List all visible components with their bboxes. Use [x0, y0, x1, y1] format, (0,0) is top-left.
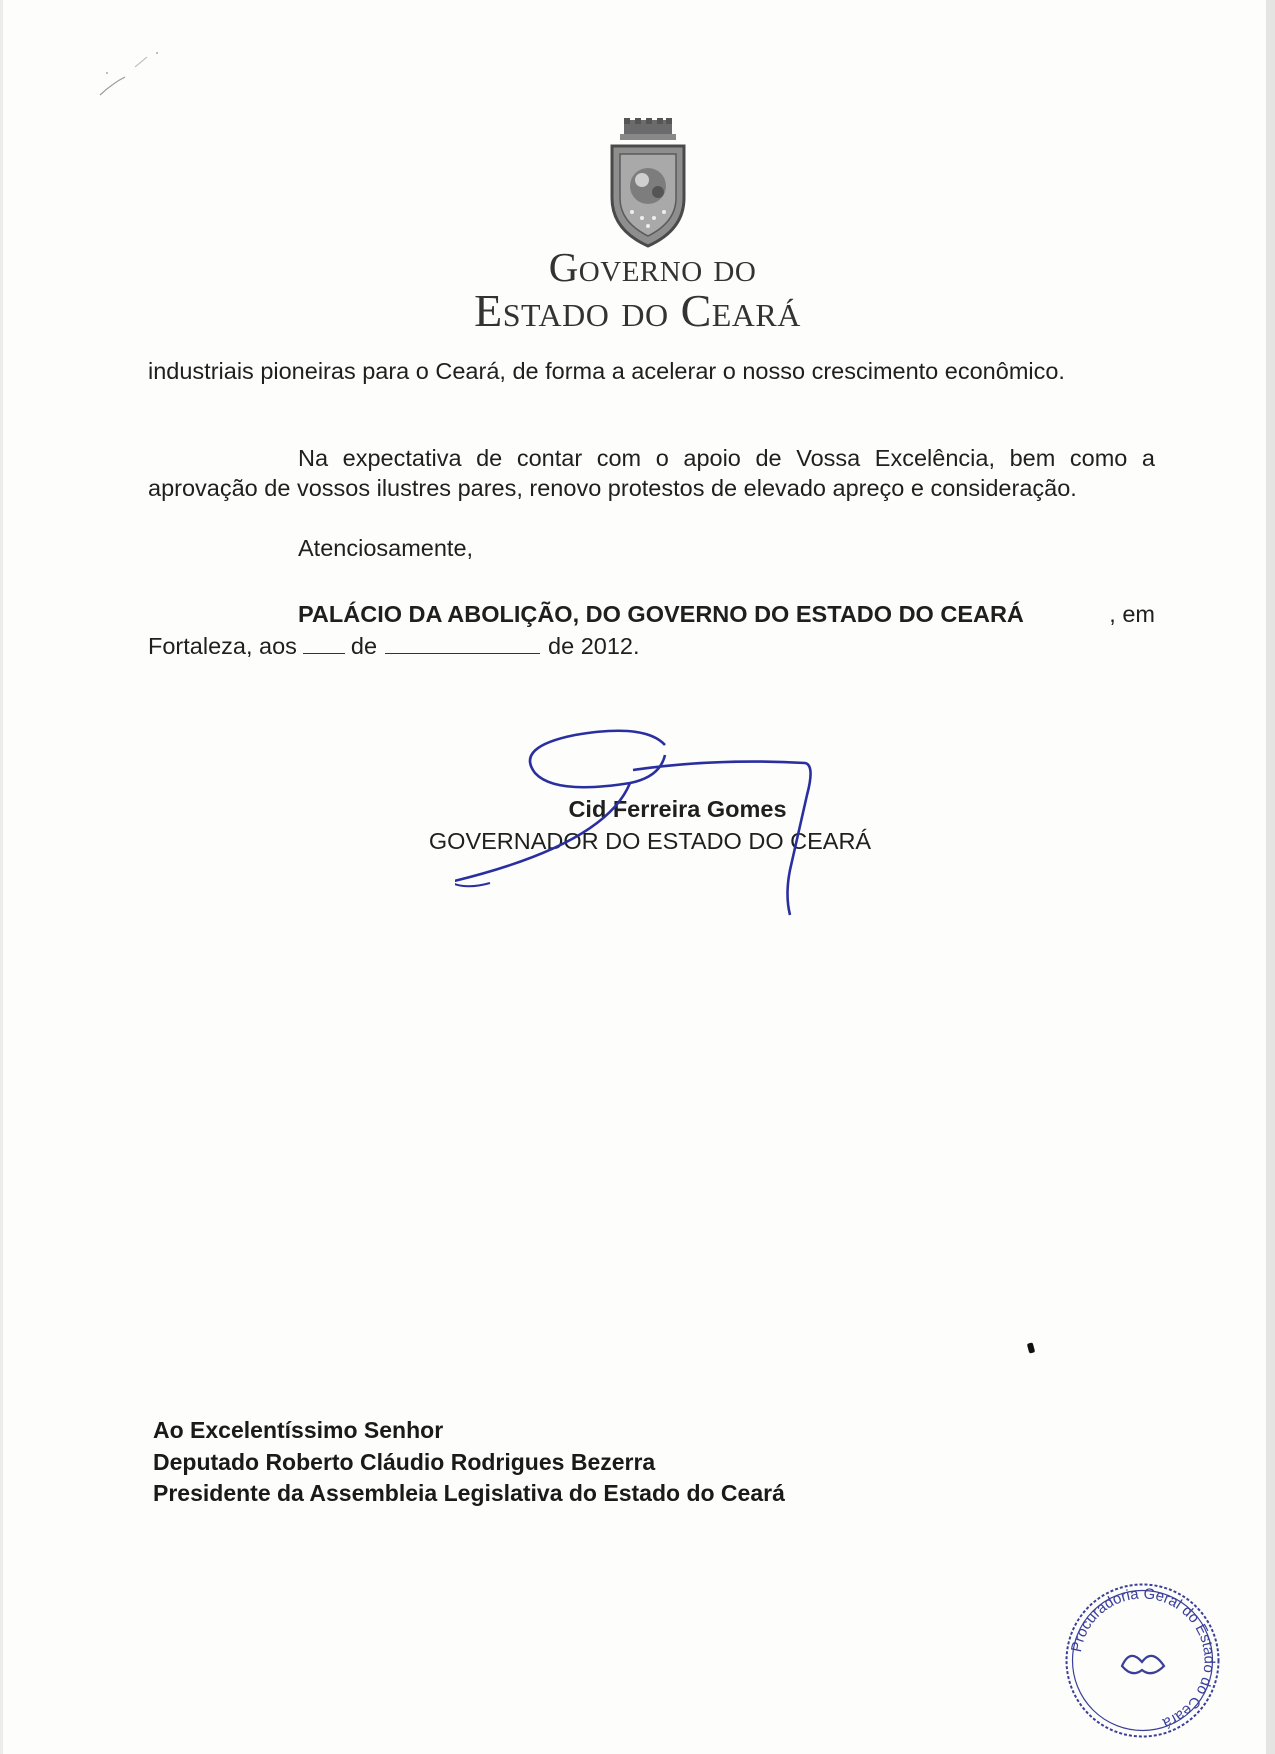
header-government: Governo do: [548, 244, 757, 290]
place-rest: , em: [1109, 601, 1155, 627]
handwritten-signature: [455, 725, 830, 940]
body-paragraph-2-line-2: aprovação de vossos ilustres pares, renovo protestos de elevado apreço e consideração.: [148, 475, 1077, 501]
addressee-line-1: Ao Excelentíssimo Senhor: [153, 1417, 444, 1443]
date-de: de: [350, 633, 378, 659]
header-state: Estado do Ceará: [474, 285, 801, 336]
day-blank: [303, 633, 345, 654]
place-line: [298, 600, 1155, 628]
date-line: [148, 632, 640, 660]
month-blank: [385, 633, 540, 654]
ceara-coat-of-arms-icon: [602, 118, 694, 248]
body-paragraph-1: industriais pioneiras para o Ceará, de forma a acelerar o nosso crescimento econômico.: [148, 358, 1065, 384]
place-name: PALÁCIO DA ABOLIÇÃO, DO GOVERNO DO ESTADO DO CEARÁ: [298, 601, 1024, 627]
signatory-name: Cid Ferreira Gomes: [568, 796, 787, 822]
ink-dot: [1027, 1342, 1035, 1353]
svg-text:Procuradoria Geral do Estado d: Procuradoria Geral do Estado do Ceará: [1068, 1585, 1218, 1732]
procuradoria-stamp-icon: [1060, 1578, 1225, 1743]
scan-artifact-mark: [95, 45, 175, 105]
closing-salutation: Atenciosamente,: [298, 535, 474, 561]
body-paragraph-2-line-1: Na expectativa de contar com o apoio de Vossa Excelência, bem como a: [298, 445, 1155, 471]
addressee-line-2: Deputado Roberto Cláudio Rodrigues Bezerra: [153, 1449, 656, 1475]
date-suffix: de 2012.: [548, 633, 640, 659]
signatory-title: GOVERNADOR DO ESTADO DO CEARÁ: [428, 828, 872, 854]
addressee-line-3: Presidente da Assembleia Legislativa do Estado do Ceará: [153, 1480, 785, 1506]
date-prefix: Fortaleza, aos: [148, 633, 297, 659]
